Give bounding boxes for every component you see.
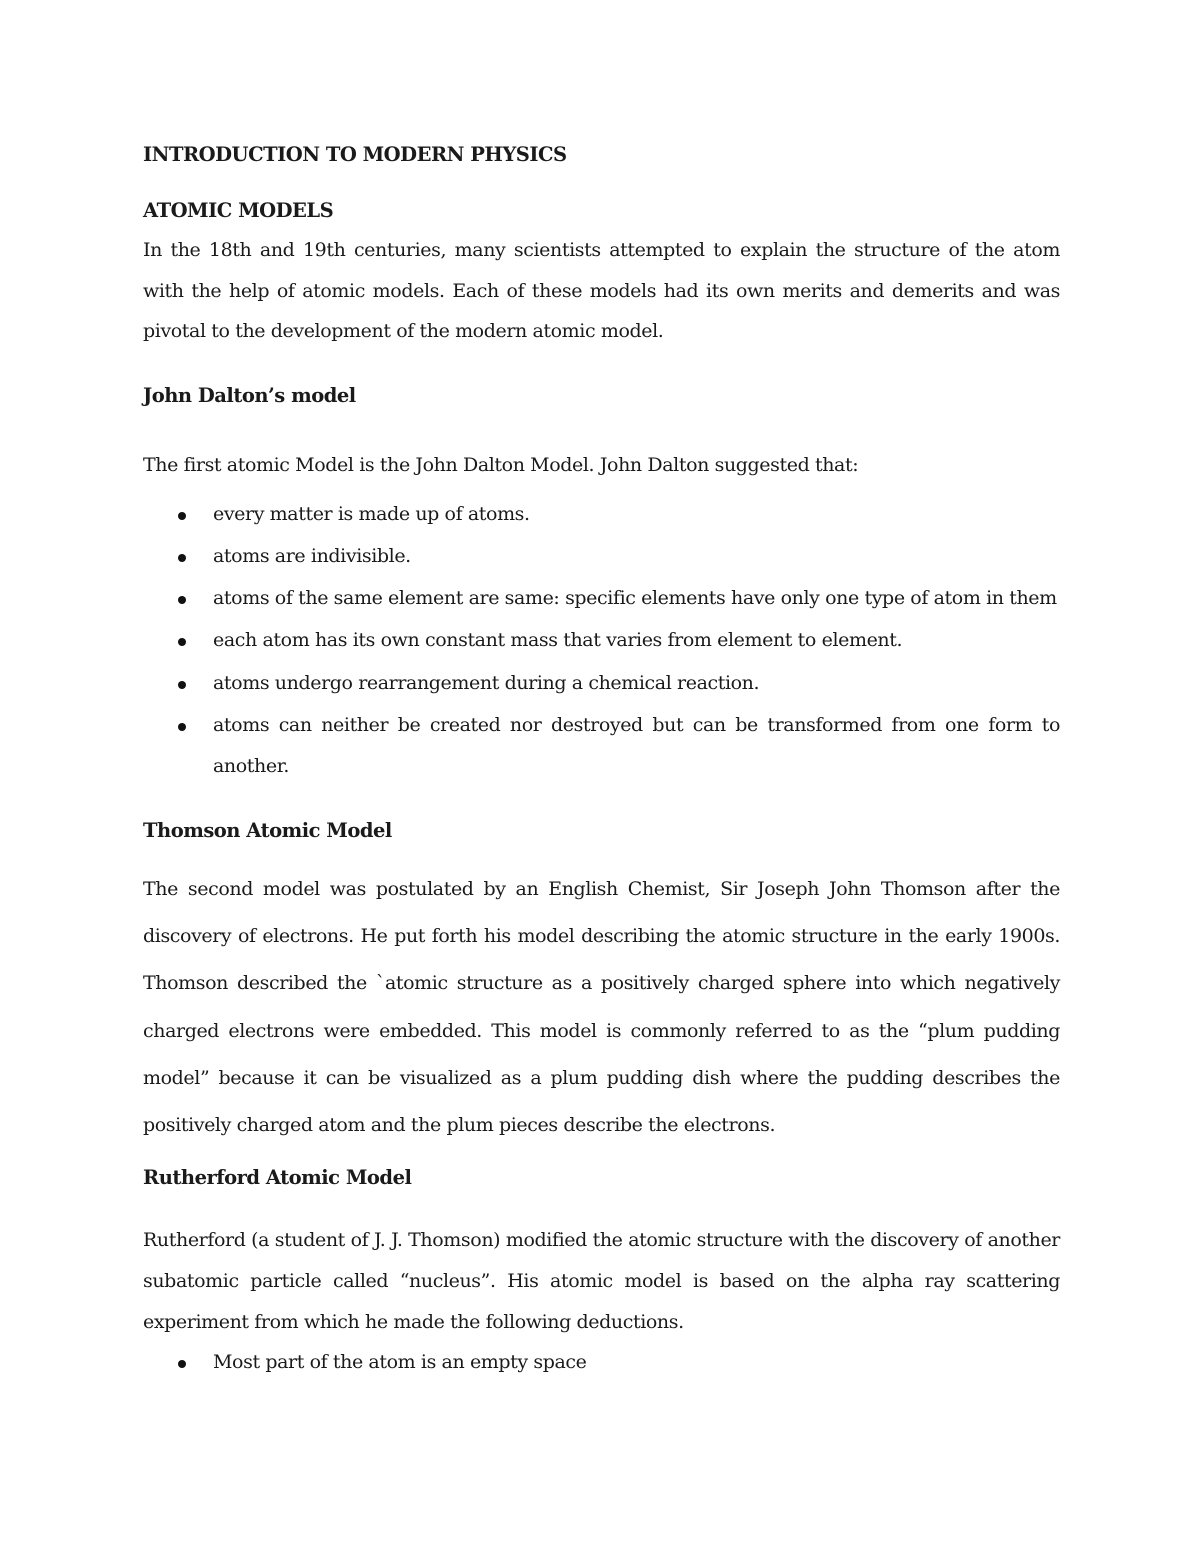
bullet-icon	[178, 1360, 186, 1368]
section-heading-rutherford: Rutherford Atomic Model	[143, 1166, 412, 1189]
section-heading-dalton: John Dalton’s model	[143, 384, 356, 407]
list-item: atoms of the same element are same: specific elements have only one type of atom in them	[213, 587, 1057, 609]
paragraph-rutherford: Rutherford (a student of J. J. Thomson) modified the atomic structure with the discovery of another subatomic particle called “nucleus”. His atomic model is based on the alpha ray scattering experiment from which he made the following deductions.	[143, 1229, 1060, 1333]
bullet-icon	[178, 554, 186, 562]
list-item: each atom has its own constant mass that varies from element to element.	[213, 629, 903, 651]
bullet-icon	[178, 681, 186, 689]
bullet-icon	[178, 638, 186, 646]
section-heading-atomic-models: ATOMIC MODELS	[143, 199, 334, 222]
bullet-icon	[178, 596, 186, 604]
list-item: atoms can neither be created nor destroyed but can be transformed from one form to another.	[213, 714, 1060, 777]
list-item: every matter is made up of atoms.	[213, 503, 530, 525]
document-title: INTRODUCTION TO MODERN PHYSICS	[143, 143, 567, 166]
paragraph-dalton-intro: The first atomic Model is the John Dalton Model. John Dalton suggested that:	[143, 454, 859, 476]
list-item: Most part of the atom is an empty space	[213, 1351, 587, 1373]
section-heading-thomson: Thomson Atomic Model	[143, 819, 392, 842]
bullet-icon	[178, 512, 186, 520]
bullet-icon	[178, 723, 186, 731]
paragraph-thomson: The second model was postulated by an English Chemist, Sir Joseph John Thomson after the discovery of electrons. He put forth his model describing the atomic structure in the early 1900s. Thomson described the `atomic structure as a positively charged sphere into which negatively charged electrons were embedded. This model is commonly referred to as the “plum pudding model” because it can be visualized as a plum pudding dish where the pudding describes the positively charged atom and the plum pieces describe the electrons.	[143, 878, 1060, 1137]
list-item: atoms are indivisible.	[213, 545, 411, 567]
paragraph-atomic-models: In the 18th and 19th centuries, many scientists attempted to explain the structure of the atom with the help of atomic models. Each of these models had its own merits and demerits and was pivotal to the development of the modern atomic model.	[143, 239, 1060, 342]
list-item: atoms undergo rearrangement during a chemical reaction.	[213, 672, 760, 694]
